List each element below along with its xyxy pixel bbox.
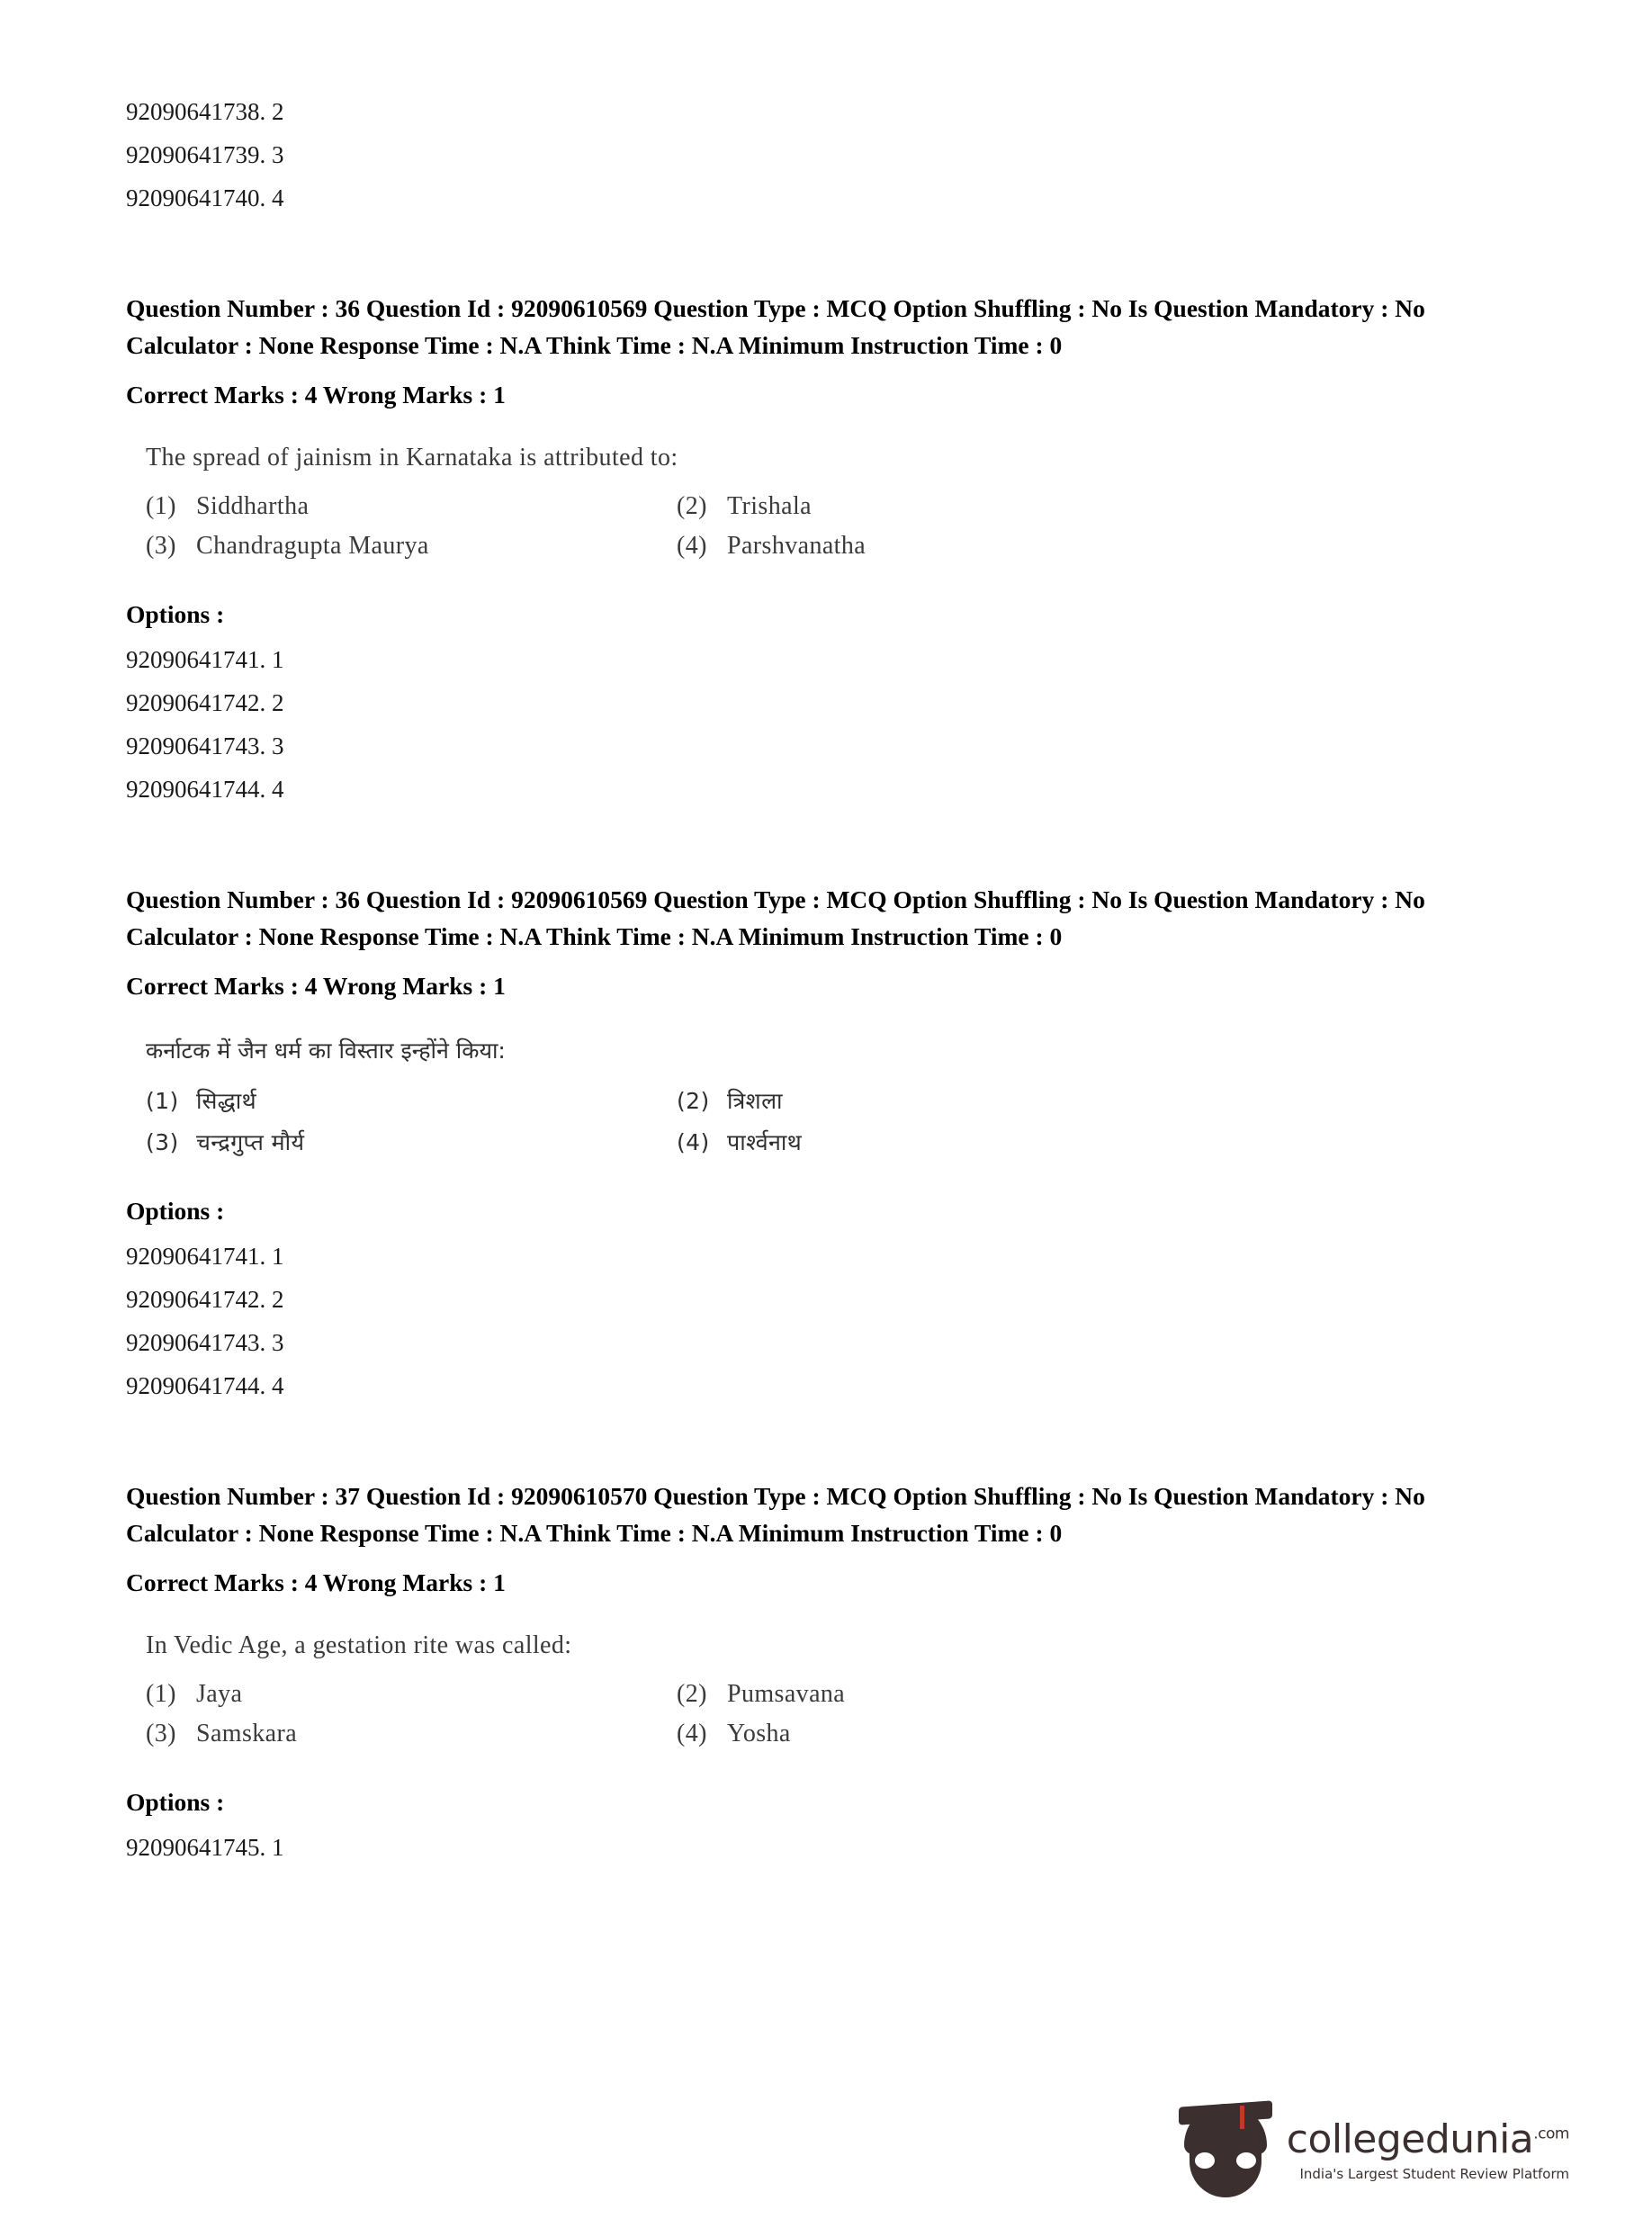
choice-list bbox=[126, 1680, 1188, 1748]
choice-row bbox=[126, 1720, 1188, 1748]
choice-row bbox=[126, 1680, 1188, 1709]
choice-row bbox=[126, 532, 1188, 561]
choice-label: Samskara bbox=[196, 1720, 298, 1747]
option-line: 92090641745. 1 bbox=[126, 1834, 284, 1861]
watermark-text bbox=[1286, 2116, 1569, 2182]
question-block bbox=[126, 881, 1526, 1407]
choice-label: पार्श्वनाथ bbox=[727, 1129, 803, 1155]
choice-label: सिद्धार्थ bbox=[196, 1088, 257, 1114]
options-id-list bbox=[126, 638, 1526, 811]
choice-row bbox=[126, 1127, 1188, 1157]
choice-option[interactable] bbox=[657, 1680, 1188, 1709]
choice-option[interactable] bbox=[126, 1680, 657, 1709]
choice-number: (3) bbox=[146, 1720, 176, 1747]
collegedunia-watermark bbox=[1177, 2104, 1569, 2197]
choice-number: (4) bbox=[677, 1129, 710, 1155]
choice-label: Parshvanatha bbox=[727, 532, 866, 560]
option-line: 92090641742. 2 bbox=[126, 689, 284, 716]
question-text: कर्नाटक में जैन धर्म का विस्तार इन्होंने किया: bbox=[146, 1038, 506, 1064]
watermark-brand bbox=[1286, 2116, 1569, 2162]
question-marks: Correct Marks : 4 Wrong Marks : 1 bbox=[126, 1568, 506, 1596]
choice-number: (4) bbox=[677, 1720, 707, 1747]
choice-option[interactable] bbox=[126, 532, 657, 561]
options-heading: Options : bbox=[126, 1788, 225, 1816]
choice-label: Pumsavana bbox=[727, 1680, 846, 1708]
option-line: 92090641740. 4 bbox=[126, 184, 284, 211]
options-heading: Options : bbox=[126, 600, 225, 628]
option-line: 92090641739. 3 bbox=[126, 141, 284, 168]
graduate-avatar-icon bbox=[1177, 2104, 1274, 2197]
question-text: The spread of jainism in Karnataka is attributed to: bbox=[146, 444, 678, 472]
option-line: 92090641744. 4 bbox=[126, 1372, 284, 1399]
option-line: 92090641741. 1 bbox=[126, 1243, 284, 1270]
choice-label: Yosha bbox=[727, 1720, 791, 1747]
option-line: 92090641742. 2 bbox=[126, 1286, 284, 1313]
option-line: 92090641743. 3 bbox=[126, 1329, 284, 1356]
question-meta: Question Number : 36 Question Id : 92090610569 Question Type : MCQ Option Shuffling : No Is Question Mandatory : No Calculator : None Response Time : N.A Think Time : N.A Minimum Instruction Time : 0 bbox=[126, 294, 1425, 359]
question-text: In Vedic Age, a gestation rite was called: bbox=[146, 1631, 572, 1659]
option-line: 92090641744. 4 bbox=[126, 776, 284, 803]
options-id-list bbox=[126, 1826, 1526, 1869]
top-options-list bbox=[126, 90, 1526, 220]
choice-number: (3) bbox=[146, 532, 176, 560]
option-line: 92090641743. 3 bbox=[126, 732, 284, 759]
choice-option[interactable] bbox=[126, 1085, 657, 1116]
choice-number: (1) bbox=[146, 492, 176, 520]
choice-number: (1) bbox=[146, 1088, 179, 1114]
choice-label: Chandragupta Maurya bbox=[196, 532, 429, 560]
choice-row bbox=[126, 1085, 1188, 1116]
option-line: 92090641738. 2 bbox=[126, 98, 284, 125]
choice-option[interactable] bbox=[657, 1085, 1188, 1116]
choice-list bbox=[126, 492, 1188, 561]
choice-option[interactable] bbox=[126, 492, 657, 521]
choice-label: Jaya bbox=[196, 1680, 243, 1708]
question-block bbox=[126, 290, 1526, 811]
choice-number: (4) bbox=[677, 532, 707, 560]
choice-label: त्रिशला bbox=[727, 1088, 783, 1114]
question-meta: Question Number : 36 Question Id : 92090610569 Question Type : MCQ Option Shuffling : No Is Question Mandatory : No Calculator : None Response Time : N.A Think Time : N.A Minimum Instruction Time : 0 bbox=[126, 885, 1425, 950]
choice-option[interactable] bbox=[657, 532, 1188, 561]
choice-row bbox=[126, 492, 1188, 521]
choice-label: चन्द्रगुप्त मौर्य bbox=[196, 1129, 305, 1155]
option-line: 92090641741. 1 bbox=[126, 646, 284, 673]
watermark-brand-suffix: .com bbox=[1533, 2124, 1569, 2143]
choice-label: Trishala bbox=[727, 492, 812, 520]
question-marks: Correct Marks : 4 Wrong Marks : 1 bbox=[126, 972, 506, 1000]
watermark-brand-name: collegedunia bbox=[1286, 2116, 1534, 2162]
watermark-tagline: India's Largest Student Review Platform bbox=[1299, 2165, 1569, 2182]
choice-list bbox=[126, 1085, 1188, 1157]
choice-number: (2) bbox=[677, 1088, 710, 1114]
choice-number: (1) bbox=[146, 1680, 176, 1708]
choice-option[interactable] bbox=[657, 1127, 1188, 1157]
options-id-list bbox=[126, 1235, 1526, 1407]
options-heading: Options : bbox=[126, 1197, 225, 1225]
choice-option[interactable] bbox=[657, 1720, 1188, 1748]
choice-number: (2) bbox=[677, 492, 707, 520]
choice-option[interactable] bbox=[126, 1127, 657, 1157]
choice-label: Siddhartha bbox=[196, 492, 310, 520]
question-block bbox=[126, 1478, 1526, 1869]
choice-option[interactable] bbox=[657, 492, 1188, 521]
choice-number: (2) bbox=[677, 1680, 707, 1708]
choice-option[interactable] bbox=[126, 1720, 657, 1748]
choice-number: (3) bbox=[146, 1129, 179, 1155]
question-marks: Correct Marks : 4 Wrong Marks : 1 bbox=[126, 381, 506, 409]
question-meta: Question Number : 37 Question Id : 92090610570 Question Type : MCQ Option Shuffling : No Is Question Mandatory : No Calculator : None Response Time : N.A Think Time : N.A Minimum Instruction Time : 0 bbox=[126, 1482, 1425, 1547]
